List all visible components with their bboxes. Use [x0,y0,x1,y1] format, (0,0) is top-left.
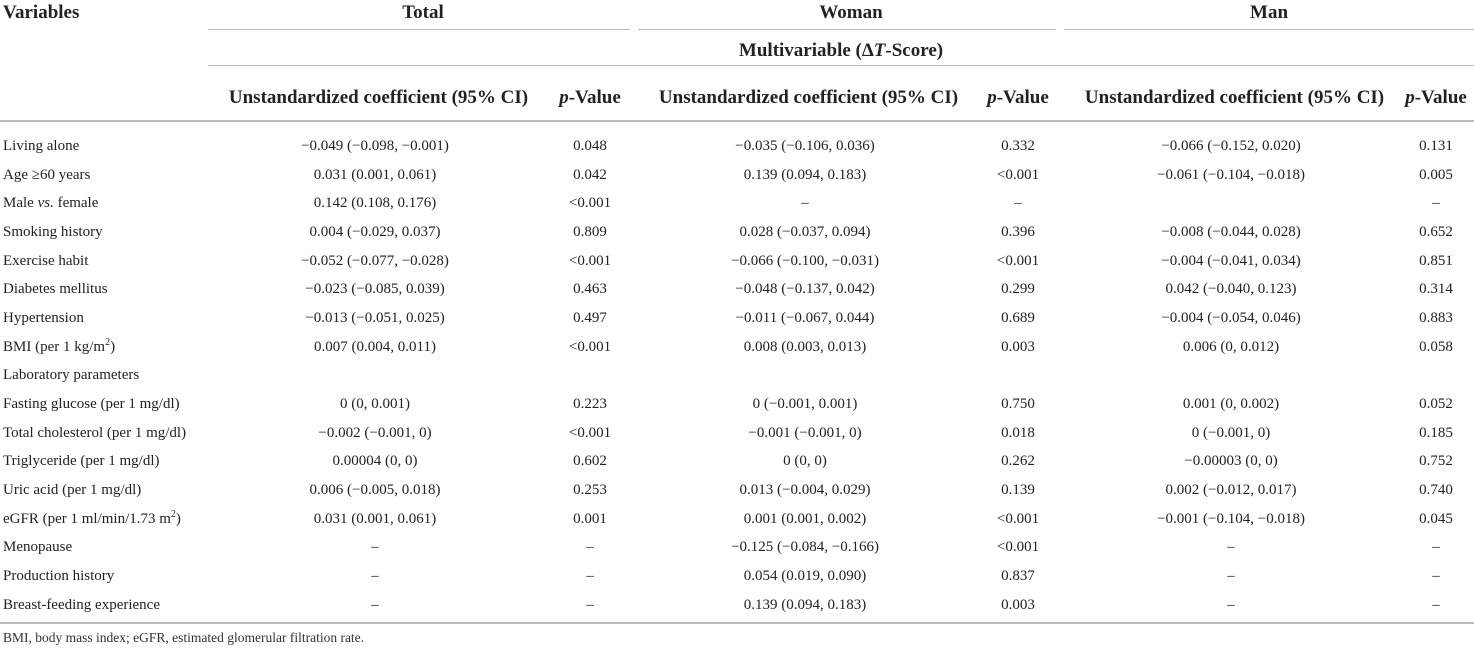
coefficient-cell: 0 (−0.001, 0) [1191,424,1271,441]
coefficient-cell: 0.006 (−0.005, 0.018) [309,482,441,499]
coefficient-cell: 0.00004 (0, 0) [332,453,418,470]
p-value-cell: 0.652 [1419,223,1453,240]
p-value-cell: <0.001 [568,424,612,441]
coefficient-cell: −0.011 (−0.067, 0.044) [735,309,875,326]
p-value-cell: 0.131 [1419,137,1453,154]
row-variable: Uric acid (per 1 mg/dl) [3,482,142,499]
coefficient-cell: −0.00003 (0, 0) [1184,453,1278,470]
row-variable: Diabetes mellitus [3,281,108,298]
row-variable: Breast-feeding experience [3,596,160,613]
coefficient-cell: −0.004 (−0.054, 0.046) [1161,309,1301,326]
p-value-cell: 0.253 [573,482,607,499]
p-value-cell: 0.045 [1419,510,1453,527]
header-man: Man [1250,2,1289,23]
table-body [0,126,1474,620]
coefficient-cell: −0.035 (−0.106, 0.036) [735,137,875,154]
p-value-cell: – [586,568,594,585]
p-value-cell: 0.003 [1001,338,1035,355]
coefficient-cell: −0.066 (−0.152, 0.020) [1161,137,1301,154]
p-value-cell: 0.042 [573,166,607,183]
table-row [0,218,1474,247]
p-value-cell: – [1432,568,1440,585]
coefficient-cell: – [1227,596,1235,613]
coefficient-cell: – [1227,539,1235,556]
coefficient-cell: −0.008 (−0.044, 0.028) [1161,223,1301,240]
table-row [0,333,1474,362]
p-value-cell: <0.001 [996,166,1040,183]
table-row [0,247,1474,276]
rule-total [208,29,630,30]
p-value-cell: 0.396 [1001,223,1035,240]
p-value-cell: <0.001 [568,195,612,212]
coefficient-cell: – [371,568,379,585]
row-variable: Production history [3,568,115,585]
coefficient-cell: – [371,539,379,556]
p-value-cell: 0.883 [1419,309,1453,326]
p-value-cell: 0.314 [1419,281,1453,298]
rule-woman [638,29,1056,30]
coefficient-cell: 0.013 (−0.004, 0.029) [739,482,871,499]
p-value-cell: 0.139 [1001,482,1035,499]
header-woman: Woman [819,2,883,23]
row-variable: Fasting glucose (per 1 mg/dl) [3,396,180,413]
p-value-cell: 0.837 [1001,568,1035,585]
header-p-man: p-Value [1405,87,1467,108]
coefficient-cell: 0.139 (0.094, 0.183) [743,166,867,183]
header-p-total: p-Value [559,87,621,108]
coefficient-cell: 0.001 (0.001, 0.002) [743,510,867,527]
p-value-cell: <0.001 [996,510,1040,527]
coefficient-cell: 0.139 (0.094, 0.183) [743,596,867,613]
p-value-cell: 0.602 [573,453,607,470]
p-value-cell: 0.185 [1419,424,1453,441]
p-value-cell: 0.752 [1419,453,1453,470]
row-variable: Smoking history [3,223,103,240]
p-value-cell [972,362,1064,391]
p-value-cell: 0.332 [1001,137,1035,154]
coefficient-cell [1064,362,1398,391]
table-row [0,275,1474,304]
p-value-cell: 0.005 [1419,166,1453,183]
row-variable: Menopause [3,539,73,556]
header-coef-man: Unstandardized coefficient (95% CI) [1084,87,1385,108]
coefficient-cell: −0.052 (−0.077, −0.028) [301,252,449,269]
header-variables: Variables [3,2,80,23]
coefficient-cell: −0.004 (−0.041, 0.034) [1161,252,1301,269]
coefficient-cell: 0.031 (0.001, 0.061) [313,166,437,183]
table-row [0,362,1474,391]
header-coef-total: Unstandardized coefficient (95% CI) [228,87,529,108]
table-row [0,126,1474,161]
table-row [0,390,1474,419]
coefficient-cell [208,362,542,391]
p-value-cell: 0.689 [1001,309,1035,326]
p-value-cell: 0.048 [573,137,607,154]
rule-multivariable [208,65,1474,66]
p-value-cell: – [1432,195,1440,212]
row-variable: BMI (per 1 $kg/m^2$) [3,336,116,355]
p-value-cell: 0.058 [1419,338,1453,355]
rule-header-bottom [0,120,1474,122]
table-row [0,476,1474,505]
row-variable: Age ≥60 years [3,166,91,183]
table-row [0,534,1474,563]
p-value-cell: 0.851 [1419,252,1453,269]
coefficient-cell: −0.125 (−0.084, −0.166) [731,539,879,556]
p-value-cell: 0.001 [573,510,607,527]
coefficient-cell: 0 (0, 0) [783,453,827,470]
row-variable: Triglyceride (per 1 mg/dl) [3,453,160,470]
coefficient-cell: −0.049 (−0.098, −0.001) [301,137,449,154]
table-row [0,189,1474,218]
table-footnote: BMI, body mass index; eGFR, estimated glomerular filtration rate. [3,630,365,645]
table-header [0,0,1474,126]
coefficient-cell: 0.142 (0.108, 0.176) [313,195,437,212]
table-row [0,419,1474,448]
table-row [0,161,1474,190]
row-variable: Male vs. female [3,195,99,212]
p-value-cell: <0.001 [568,252,612,269]
coefficient-cell: 0.006 (0, 0.012) [1182,338,1280,355]
p-value-cell: 0.497 [573,309,607,326]
p-value-cell: 0.740 [1419,482,1453,499]
coefficient-cell: −0.061 (−0.104, −0.018) [1157,166,1305,183]
p-value-cell: 0.750 [1001,396,1035,413]
header-multivariable: Multivariable (ΔT-Score) [738,40,944,61]
p-value-cell: 0.223 [573,396,607,413]
coefficient-cell: 0.007 (0.004, 0.011) [314,338,436,355]
header-p-woman: p-Value [987,87,1049,108]
coefficient-cell: −0.023 (−0.085, 0.039) [305,281,445,298]
coefficient-cell: −0.001 (−0.001, 0) [748,424,862,441]
p-value-cell: 0.809 [573,223,607,240]
p-value-cell: – [1014,195,1022,212]
p-value-cell: 0.463 [573,281,607,298]
p-value-cell: 0.262 [1001,453,1035,470]
coefficient-cell: – [371,596,379,613]
coefficient-cell: – [1227,568,1235,585]
table-row [0,448,1474,477]
coefficient-cell: 0.001 (0, 0.002) [1182,396,1280,413]
coefficient-cell: 0.008 (0.003, 0.013) [743,338,867,355]
p-value-cell: – [586,539,594,556]
p-value-cell [1398,362,1474,391]
table-row [0,591,1474,620]
p-value-cell: <0.001 [996,539,1040,556]
p-value-cell: <0.001 [996,252,1040,269]
coefficient-cell [638,362,972,391]
coefficient-cell: −0.066 (−0.100, −0.031) [731,252,879,269]
table-row [0,304,1474,333]
table-row [0,505,1474,534]
row-variable: Total cholesterol (per 1 mg/dl) [3,424,187,441]
p-value-cell: – [1432,539,1440,556]
row-variable: Exercise habit [3,252,89,269]
coefficient-cell: −0.002 (−0.001, 0) [318,424,432,441]
p-value-cell: 0.299 [1001,281,1035,298]
coefficient-cell: 0.028 (−0.037, 0.094) [739,223,871,240]
coefficient-cell: 0.004 (−0.029, 0.037) [309,223,441,240]
coefficient-cell: 0.031 (0.001, 0.061) [313,510,437,527]
rule-table-bottom [0,622,1474,624]
row-variable: Hypertension [3,309,84,326]
table-row [0,562,1474,591]
p-value-cell: 0.018 [1001,424,1035,441]
coefficient-cell: 0 (−0.001, 0.001) [752,396,858,413]
coefficient-cell: 0.042 (−0.040, 0.123) [1165,281,1297,298]
p-value-cell: 0.052 [1419,396,1453,413]
coefficient-cell: 0.002 (−0.012, 0.017) [1165,482,1297,499]
coefficient-cell: 0.054 (0.019, 0.090) [743,568,867,585]
p-value-cell: – [1432,596,1440,613]
header-total: Total [402,2,444,23]
coefficient-cell: – [801,195,809,212]
header-coef-woman: Unstandardized coefficient (95% CI) [658,87,959,108]
p-value-cell: – [586,596,594,613]
coefficient-cell: −0.013 (−0.051, 0.025) [305,309,445,326]
rule-man [1064,29,1474,30]
row-variable: Living alone [3,137,80,154]
row-variable: eGFR (per 1 ml/min/1.73 $m^2$) [3,508,181,527]
row-variable: Laboratory parameters [3,367,140,384]
coefficient-cell: −0.048 (−0.137, 0.042) [735,281,875,298]
p-value-cell: <0.001 [568,338,612,355]
p-value-cell [542,362,638,391]
coefficient-cell [1064,189,1398,218]
coefficient-cell: −0.001 (−0.104, −0.018) [1157,510,1305,527]
coefficient-cell: 0 (0, 0.001) [340,396,410,413]
p-value-cell: 0.003 [1001,596,1035,613]
